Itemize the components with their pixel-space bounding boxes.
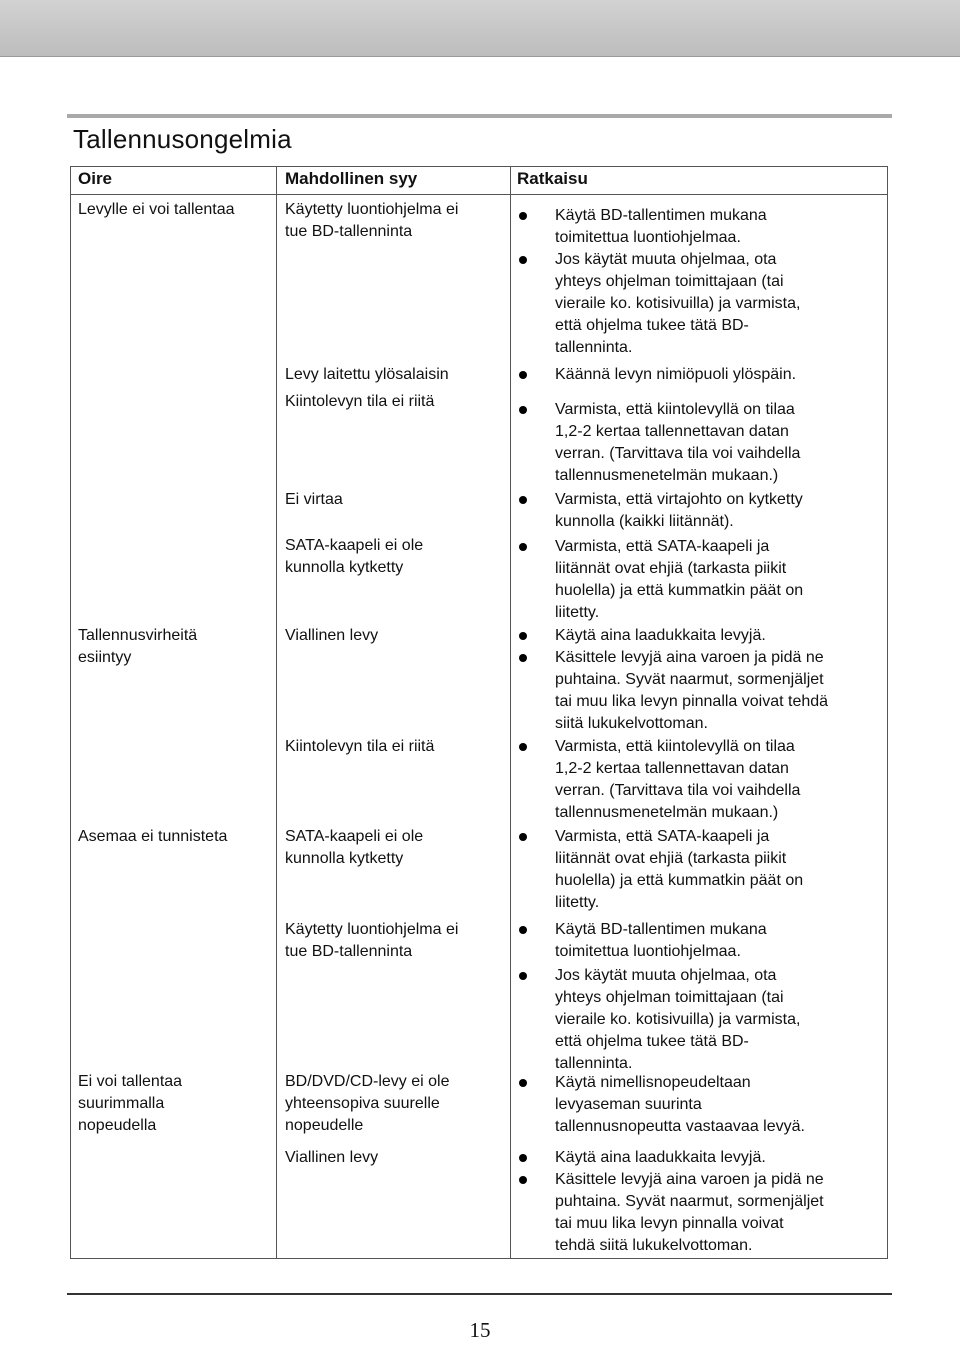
header-rule: [67, 114, 892, 118]
symptom-cell: Ei voi tallentaa suurimmalla nopeudella: [78, 1073, 183, 1134]
cause-cell: BD/DVD/CD-levy ei ole yhteensopiva suurelle nopeudelle: [285, 1073, 450, 1134]
footer-rule: [67, 1293, 892, 1295]
symptom-cell: Tallennusvirheitä esiintyy: [78, 627, 198, 666]
bullet-icon: [519, 926, 527, 934]
column-divider: [276, 167, 277, 1258]
cause-cell: Levy laitettu ylösalaisin: [285, 366, 449, 383]
symptom-cell: Asemaa ei tunnisteta: [78, 828, 228, 845]
bullet-icon: [519, 256, 527, 264]
header-divider: [71, 194, 887, 195]
page-title: Tallennusongelmia: [73, 124, 292, 154]
bullet-icon: [519, 371, 527, 379]
bullet-icon: [519, 496, 527, 504]
cause-cell: Käytetty luontiohjelma ei tue BD-tallenninta: [285, 201, 459, 240]
column-header-symptom: Oire: [78, 169, 113, 188]
bullet-icon: [519, 543, 527, 551]
cause-cell: Kiintolevyn tila ei riitä: [285, 393, 435, 410]
bullet-icon: [519, 406, 527, 414]
troubleshooting-table: Oire Mahdollinen syy Ratkaisu Levylle ei voi tallentaa Tallennusvirheitä esiintyy Asemaa ei tunnisteta Ei voi tallentaa suurimmalla nopeudella Käytetty luontiohjelma ei tue BD-tallenninta Levy laitettu ylösalaisin Kiintolevyn tila ei riitä Ei virtaa SATA-kaapeli ei ole kunnolla kytketty Viallinen levy Kiintolevyn tila ei riitä SATA-kaapeli ei ole kunnolla kytketty Käytetty luontiohjelma ei tue BD-tallenninta BD/DVD/CD-levy ei ole yhteensopiva suurelle nopeudelle Viallinen levy Käytä BD-tallentimen mukana toimitettua luontiohjelmaa. Jos käytät muuta ohjelmaa, ota yhteys ohjelman toimittajaan (tai vieraile ko. kotisivuilla) ja varmista, että ohjelma tukee tätä BD- tallenninta. Käännä levyn nimiöpuoli ylöspäin. Varmista, että kiintolevyllä on tilaa 1,2-2 kertaa tallennettavan datan verran. (Tarvittava tila voi vaihdella tallennusmenetelmän mukaan.) Varmista, että virtajohto on kytketty kunnolla (kaikki liitännät). Varmista, että SATA-kaapeli ja liitännät ovat ehjiä (tarkasta piikit huolella) ja että kummatkin päät on liitetty. Käytä aina laadukkaita levyjä. Käsittele levyjä aina varoen ja pidä ne puhtaina. Syvät naarmut, sormenjäljet tai muu lika levyn pinnalla voivat tehdä siitä lukukelvottoman. Varmista, että kiintolevyllä on tilaa 1,2-2 kertaa tallennettavan datan verran. (Tarvittava tila voi vaihdella tallennusmenetelmän mukaan.) Varmista, että SATA-kaapeli ja liitännät ovat ehjiä (tarkasta piikit huolella) ja että kummatkin päät on liitetty. Käytä BD-tallentimen mukana toimitettua luontiohjelmaa. Jos käytät muuta ohjelmaa, ota yhteys ohjelman toimittajaan (tai vieraile ko. kotisivuilla) ja varmista, että ohjelma tukee tätä BD- tallenninta. Käytä nimellisnopeudeltaan levyaseman suurinta tallennusnopeutta vastaavaa levyä. Käytä aina laadukkaita levyjä. Käsittele levyjä aina varoen ja pidä ne puhtaina. Syvät naarmut, sormenjäljet tai muu lika levyn pinnalla voivat tehdä siitä lukukelvottoman.: [70, 166, 888, 1259]
bullet-icon: [519, 1176, 527, 1184]
bullet-icon: [519, 972, 527, 980]
bullet-icon: [519, 632, 527, 640]
column-header-cause: Mahdollinen syy: [285, 169, 418, 188]
cause-cell: SATA-kaapeli ei ole kunnolla kytketty: [285, 537, 424, 576]
cause-cell: Kiintolevyn tila ei riitä: [285, 738, 435, 755]
column-header-solution: Ratkaisu: [517, 169, 588, 188]
bullet-icon: [519, 743, 527, 751]
cause-cell: Käytetty luontiohjelma ei tue BD-tallenninta: [285, 921, 459, 960]
viewer-top-bar: [0, 0, 960, 57]
cause-cell: Viallinen levy: [285, 627, 379, 644]
bullet-icon: [519, 1079, 527, 1087]
bullet-icon: [519, 654, 527, 662]
cause-cell: Viallinen levy: [285, 1149, 379, 1166]
cause-cell: Ei virtaa: [285, 491, 343, 508]
page-number: 15: [469, 1318, 491, 1342]
symptom-cell: Levylle ei voi tallentaa: [78, 201, 235, 218]
bullet-icon: [519, 1154, 527, 1162]
bullet-icon: [519, 212, 527, 220]
bullet-icon: [519, 833, 527, 841]
cause-cell: SATA-kaapeli ei ole kunnolla kytketty: [285, 828, 424, 867]
column-divider: [510, 167, 511, 1258]
